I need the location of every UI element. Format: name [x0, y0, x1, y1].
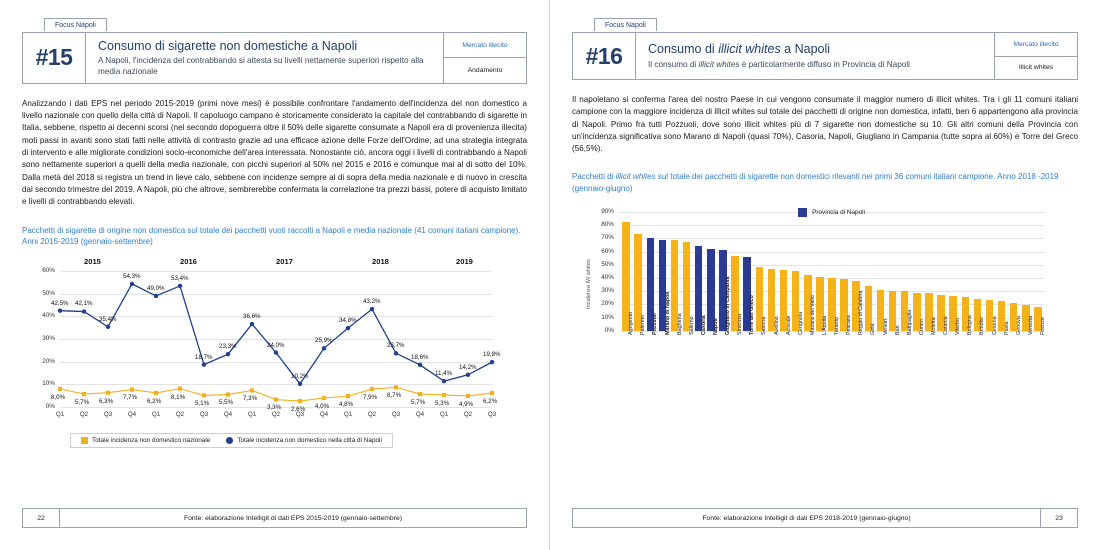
x-axis-tick: Torre del Greco	[749, 295, 756, 335]
y-axis-tick: 40%	[42, 312, 55, 320]
year-group-label: 2019	[456, 256, 473, 266]
data-label: 5,7%	[75, 399, 90, 406]
y-axis-tick: 60%	[42, 266, 55, 274]
y-axis-tick: 50%	[42, 289, 55, 297]
x-axis-tick: Cuneo	[918, 318, 925, 335]
x-axis-tick: Q3	[295, 410, 305, 418]
x-axis-tick: Battipaglia	[906, 309, 913, 335]
data-label: 54,3%	[123, 272, 141, 280]
x-axis-tick: Gela	[870, 323, 877, 335]
x-axis-tick: Acireale	[785, 315, 792, 335]
x-axis-tick: Q1	[55, 410, 65, 418]
x-axis-tick: Q4	[319, 410, 329, 418]
data-label: 35,4%	[99, 315, 117, 323]
page-number-left: 22	[23, 509, 60, 527]
x-axis-tick: Cerignola	[797, 311, 804, 335]
card-number-right: #16	[585, 42, 623, 69]
x-axis-tick: Genova	[1015, 315, 1022, 335]
chart-caption-right	[572, 171, 1078, 193]
chart-caption-right-italic: illicit whites	[615, 172, 656, 182]
page-number-right: 23	[1040, 509, 1077, 527]
y-axis-tick: 0%	[45, 402, 55, 410]
x-axis-tick: Cesena	[991, 316, 998, 335]
data-label: 6,2%	[483, 397, 498, 405]
x-axis-tick: Q3	[199, 410, 209, 418]
card-number-cell-right	[573, 33, 636, 79]
x-axis-tick: Savona	[761, 316, 768, 335]
tag-market-left: Mercato illecito	[462, 41, 508, 49]
year-group-label: 2016	[180, 256, 197, 266]
data-label: 4,8%	[339, 401, 354, 409]
data-label: 25,9%	[315, 337, 333, 345]
y-axis-tick: 10%	[42, 380, 55, 388]
x-axis-tick: Marano di Napoli	[664, 291, 671, 335]
header-box-left	[22, 32, 527, 84]
x-axis-tick: Q3	[103, 410, 113, 418]
data-label: 7,3%	[243, 395, 258, 403]
body-text-left: Analizzando i dati EPS nel periodo 2015-2019 (primi nove mesi) è possibile confrontare l'andamento dell'incidenza del non domestico a livello nazionale con quello della città di Napoli. Il capoluogo campano è storicamente considerato la capitale del contrabbando di sigarette in Italia, sebbene, rispetto ai decenni scorsi (nel secondo dopoguerra oltre il 50% delle sigarette consumate a Napoli era di provenienza illecita) moti passi in avanti sono stati fatti nelle attività di contrasto grazie ad una efficace azione delle Forze dell'Ordine, ad una strategia integrata di intervento e alle migliorate condizioni socio-economiche dell'area interessata. Nonostante ciò, ancora oggi i livelli di contrabbando a Napoli sono nettamente superiori a quelli della media nazionale, con picchi superiori al 50% nel 2015 e 2016 e comunque mai al di sotto del 10%. Dalla metà del 2018 si registra un trend in lieve calo, sebbene con incidenze sempre al di sopra della media nazionale e di nuovo in crescita dal secondo trimestre del 2019. A Napoli, più che altrove, sembrerebbe confermata la correlazione tra prezzi bassi, potere di acquisto limitato e livelli di contrabbando elevati.	[22, 98, 527, 207]
page-subtitle-right-pre: Il consumo di	[648, 59, 699, 69]
y-axis-tick: 70%	[601, 234, 614, 242]
legend-label-national: Totale incidenza non domestico nazionale	[92, 436, 211, 444]
legend-swatch-square-icon	[81, 437, 88, 444]
footer-left	[22, 508, 527, 528]
data-label: 18,6%	[411, 353, 429, 361]
line-chart-area	[22, 257, 527, 449]
data-label: 7,7%	[123, 394, 138, 402]
data-label: 14,2%	[459, 363, 477, 371]
page-subtitle-right-italic: illicit whites	[698, 59, 740, 69]
data-label: 23,3%	[219, 343, 237, 351]
chart-caption-right-pre: Pacchetti di	[572, 172, 616, 182]
data-label: 6,3%	[99, 397, 114, 405]
card-number-cell-left	[23, 33, 86, 83]
page-right	[550, 0, 1100, 550]
data-label: 4,9%	[459, 400, 474, 408]
footer-source-right: Fonte: elaborazione Intelligit di dati EPS 2018-2019 (gennaio-giugno)	[702, 514, 911, 522]
year-group-label: 2015	[84, 256, 101, 266]
x-axis-tick: Taranto	[834, 316, 841, 335]
y-axis-tick: 90%	[601, 207, 614, 215]
x-axis-tick: Reggio di Calabria	[858, 290, 865, 335]
data-label: 10,2%	[291, 372, 309, 380]
page-title-right-post: a Napoli	[780, 42, 831, 57]
data-label: 6,2%	[147, 397, 162, 405]
data-label: 5,1%	[195, 400, 210, 408]
chart-caption-left: Pacchetti di sigarette di origine non domestica sul totale dei pacchetti vuoti raccolti a Napoli e media nazionale (41 comuni italiani campione). Anni 2015-2019 (gennaio-settembre)	[22, 225, 521, 246]
data-label: 42,1%	[75, 300, 93, 308]
y-axis-tick: 60%	[601, 247, 614, 255]
line-chart	[30, 257, 500, 427]
x-axis-tick: Agrigento	[628, 311, 635, 335]
data-label: 43,2%	[363, 298, 381, 305]
y-axis-label: Incidenza IW whites	[586, 259, 592, 310]
x-axis-tick: Q4	[223, 410, 233, 418]
x-axis-tick: Giugliano in Campania	[725, 276, 732, 335]
page-subtitle-right	[648, 60, 984, 70]
x-axis-tick: Avellino	[773, 316, 780, 335]
x-axis-tick: Q1	[439, 410, 449, 418]
y-axis-tick: 30%	[601, 287, 614, 295]
bar-chart-area	[572, 204, 1078, 409]
y-axis-tick: 40%	[601, 273, 614, 281]
year-group-label: 2017	[276, 256, 293, 266]
data-label: 23,7%	[387, 342, 405, 350]
x-axis-tick: Pozzuoli	[652, 312, 659, 335]
x-axis-tick: Mazara del Vallo	[809, 295, 816, 335]
x-axis-tick: Q1	[151, 410, 161, 418]
x-axis-tick: L'Aquila	[821, 315, 828, 335]
line-chart-legend	[70, 433, 393, 448]
x-axis-tick: Bologna	[967, 315, 974, 335]
bar-chart	[580, 204, 1050, 409]
y-axis-tick: 0%	[604, 326, 614, 334]
header-box-right	[572, 32, 1078, 80]
tag-market-right: Mercato illecito	[1013, 40, 1059, 48]
legend-item-napoli	[226, 437, 382, 444]
x-axis-tick: Q2	[175, 410, 185, 418]
page-subtitle-right-post: è particolarmente diffuso in Provincia di Napoli	[739, 59, 910, 69]
legend-swatch-square-icon	[798, 208, 807, 217]
data-label: 8,0%	[51, 393, 66, 401]
tags-cell-left	[443, 33, 526, 83]
x-axis-tick: Palermo	[640, 314, 647, 335]
year-group-label: 2018	[372, 256, 389, 266]
x-axis-tick: Siracusa	[737, 313, 744, 335]
x-axis-tick: Bari	[894, 325, 901, 335]
y-axis-tick: 10%	[601, 313, 614, 321]
body-text-right: Il napoletano si conferma l'area del nostro Paese in cui vengono consumate il maggior numero di illicit whites. Tra i gli 11 comuni italiani campione con la maggiore incidenza di illicit whites sul totale dei pacchetti di origine non domestica, infatti, ben 6 appartengono alla provincia di Napoli. Primo fra tutti Pozzuoli, dove sono illicit whites più di 7 sigarette non domestiche su 10. Gli altri comuni della Provincia con un'incidenza significativa sono Marano di Napoli (quasi 70%), Casoria, Napoli, Giugliano in Campania (tutte sopra al 60%) e Torre del Greco (56,5%).	[572, 95, 1078, 154]
data-label: 2,6%	[291, 406, 306, 414]
x-axis-tick: Brindisi	[979, 317, 986, 335]
title-cell-left	[86, 33, 443, 83]
x-axis-tick: Q3	[487, 410, 497, 418]
y-axis-tick: 50%	[601, 260, 614, 268]
x-axis-tick: Viterbo	[955, 317, 962, 335]
page-title-left: Consumo di sigarette non domestiche a Napoli	[98, 39, 358, 53]
data-label: 5,5%	[219, 399, 234, 407]
page-title-right	[648, 42, 984, 56]
footer-source-left: Fonte: elaborazione Intelligit di dati EPS 2015-2019 (gennaio-settembre)	[183, 514, 402, 522]
bar-chart-legend	[798, 208, 865, 217]
x-axis-tick: Pavia	[1003, 321, 1010, 335]
data-label: 49,0%	[147, 284, 165, 292]
page-title-right-pre: Consumo di	[648, 42, 719, 57]
y-axis-tick: 80%	[601, 221, 614, 229]
x-axis-tick: Q2	[463, 410, 473, 418]
x-axis-tick: Moletta	[931, 317, 938, 335]
gridline	[620, 225, 1044, 226]
data-label: 11,4%	[435, 370, 453, 378]
page-title-right-italic: illicit whites	[718, 42, 781, 57]
chart-caption-right-post: sul totale dei pacchetti di sigarette non domestici rilevanti nei primi 36 comuni italiani campione. Anno 2018 -2019 (gennaio-giugno)	[572, 172, 1059, 193]
data-label: 8,1%	[171, 393, 186, 401]
x-axis-tick: Q2	[271, 410, 281, 418]
x-axis-tick: Firenze	[1040, 316, 1047, 335]
legend-label-napoli: Totale incidenza non domestico nella città di Napoli	[237, 436, 382, 444]
legend-label-provincia: Provincia di Napoli	[812, 208, 866, 216]
data-label: 18,7%	[195, 353, 213, 361]
x-axis-tick: Q1	[247, 410, 257, 418]
x-axis-tick: Q2	[367, 410, 377, 418]
x-axis-tick: Pescara	[846, 315, 853, 335]
x-axis-tick: Bagheria	[676, 313, 683, 335]
x-axis-tick: Venezia	[1027, 315, 1034, 335]
data-label: 5,3%	[435, 399, 450, 407]
x-axis-tick: Casoria	[700, 315, 707, 335]
x-axis-tick: Q4	[127, 410, 137, 418]
data-label: 24,0%	[267, 341, 285, 349]
data-label: 5,7%	[411, 399, 426, 406]
x-axis-tick: Napoli	[712, 318, 719, 335]
x-axis-tick: Catania	[943, 316, 950, 335]
legend-item-national	[81, 437, 210, 444]
tag-topic-right: Illicit whites	[995, 56, 1077, 80]
x-axis-tick: Q2	[79, 410, 89, 418]
data-label: 4,0%	[315, 402, 330, 410]
focus-tab-right: Focus Napoli	[594, 18, 657, 31]
tags-cell-right	[994, 33, 1077, 79]
title-cell-right	[636, 33, 994, 79]
data-label: 36,6%	[243, 312, 261, 320]
data-label: 42,5%	[51, 299, 69, 307]
y-axis-tick: 20%	[601, 300, 614, 308]
focus-tab-left: Focus Napoli	[44, 18, 107, 31]
x-axis-tick: Q4	[415, 410, 425, 418]
gridline	[620, 238, 1044, 239]
data-label: 53,4%	[171, 274, 189, 282]
x-axis-tick: Salerno	[688, 316, 695, 335]
x-axis-tick: Q3	[391, 410, 401, 418]
card-number-left: #15	[35, 44, 73, 71]
data-label: 19,8%	[483, 351, 501, 359]
x-axis-tick: Velletri	[882, 318, 889, 335]
data-label: 34,8%	[339, 317, 357, 325]
y-axis-tick: 30%	[42, 334, 55, 342]
legend-swatch-circle-icon	[226, 437, 233, 444]
data-label: 7,9%	[363, 394, 378, 401]
x-axis-tick: Q1	[343, 410, 353, 418]
y-axis-tick: 20%	[42, 357, 55, 365]
footer-right	[572, 508, 1078, 528]
data-label: 3,3%	[267, 404, 282, 412]
data-label: 8,7%	[387, 392, 402, 400]
tag-topic-left: Andamento	[444, 57, 526, 82]
page-subtitle-left: A Napoli, l'incidenza del contrabbando si attesta su livelli nettamente superiori rispetto alla media nazionale	[98, 56, 424, 76]
